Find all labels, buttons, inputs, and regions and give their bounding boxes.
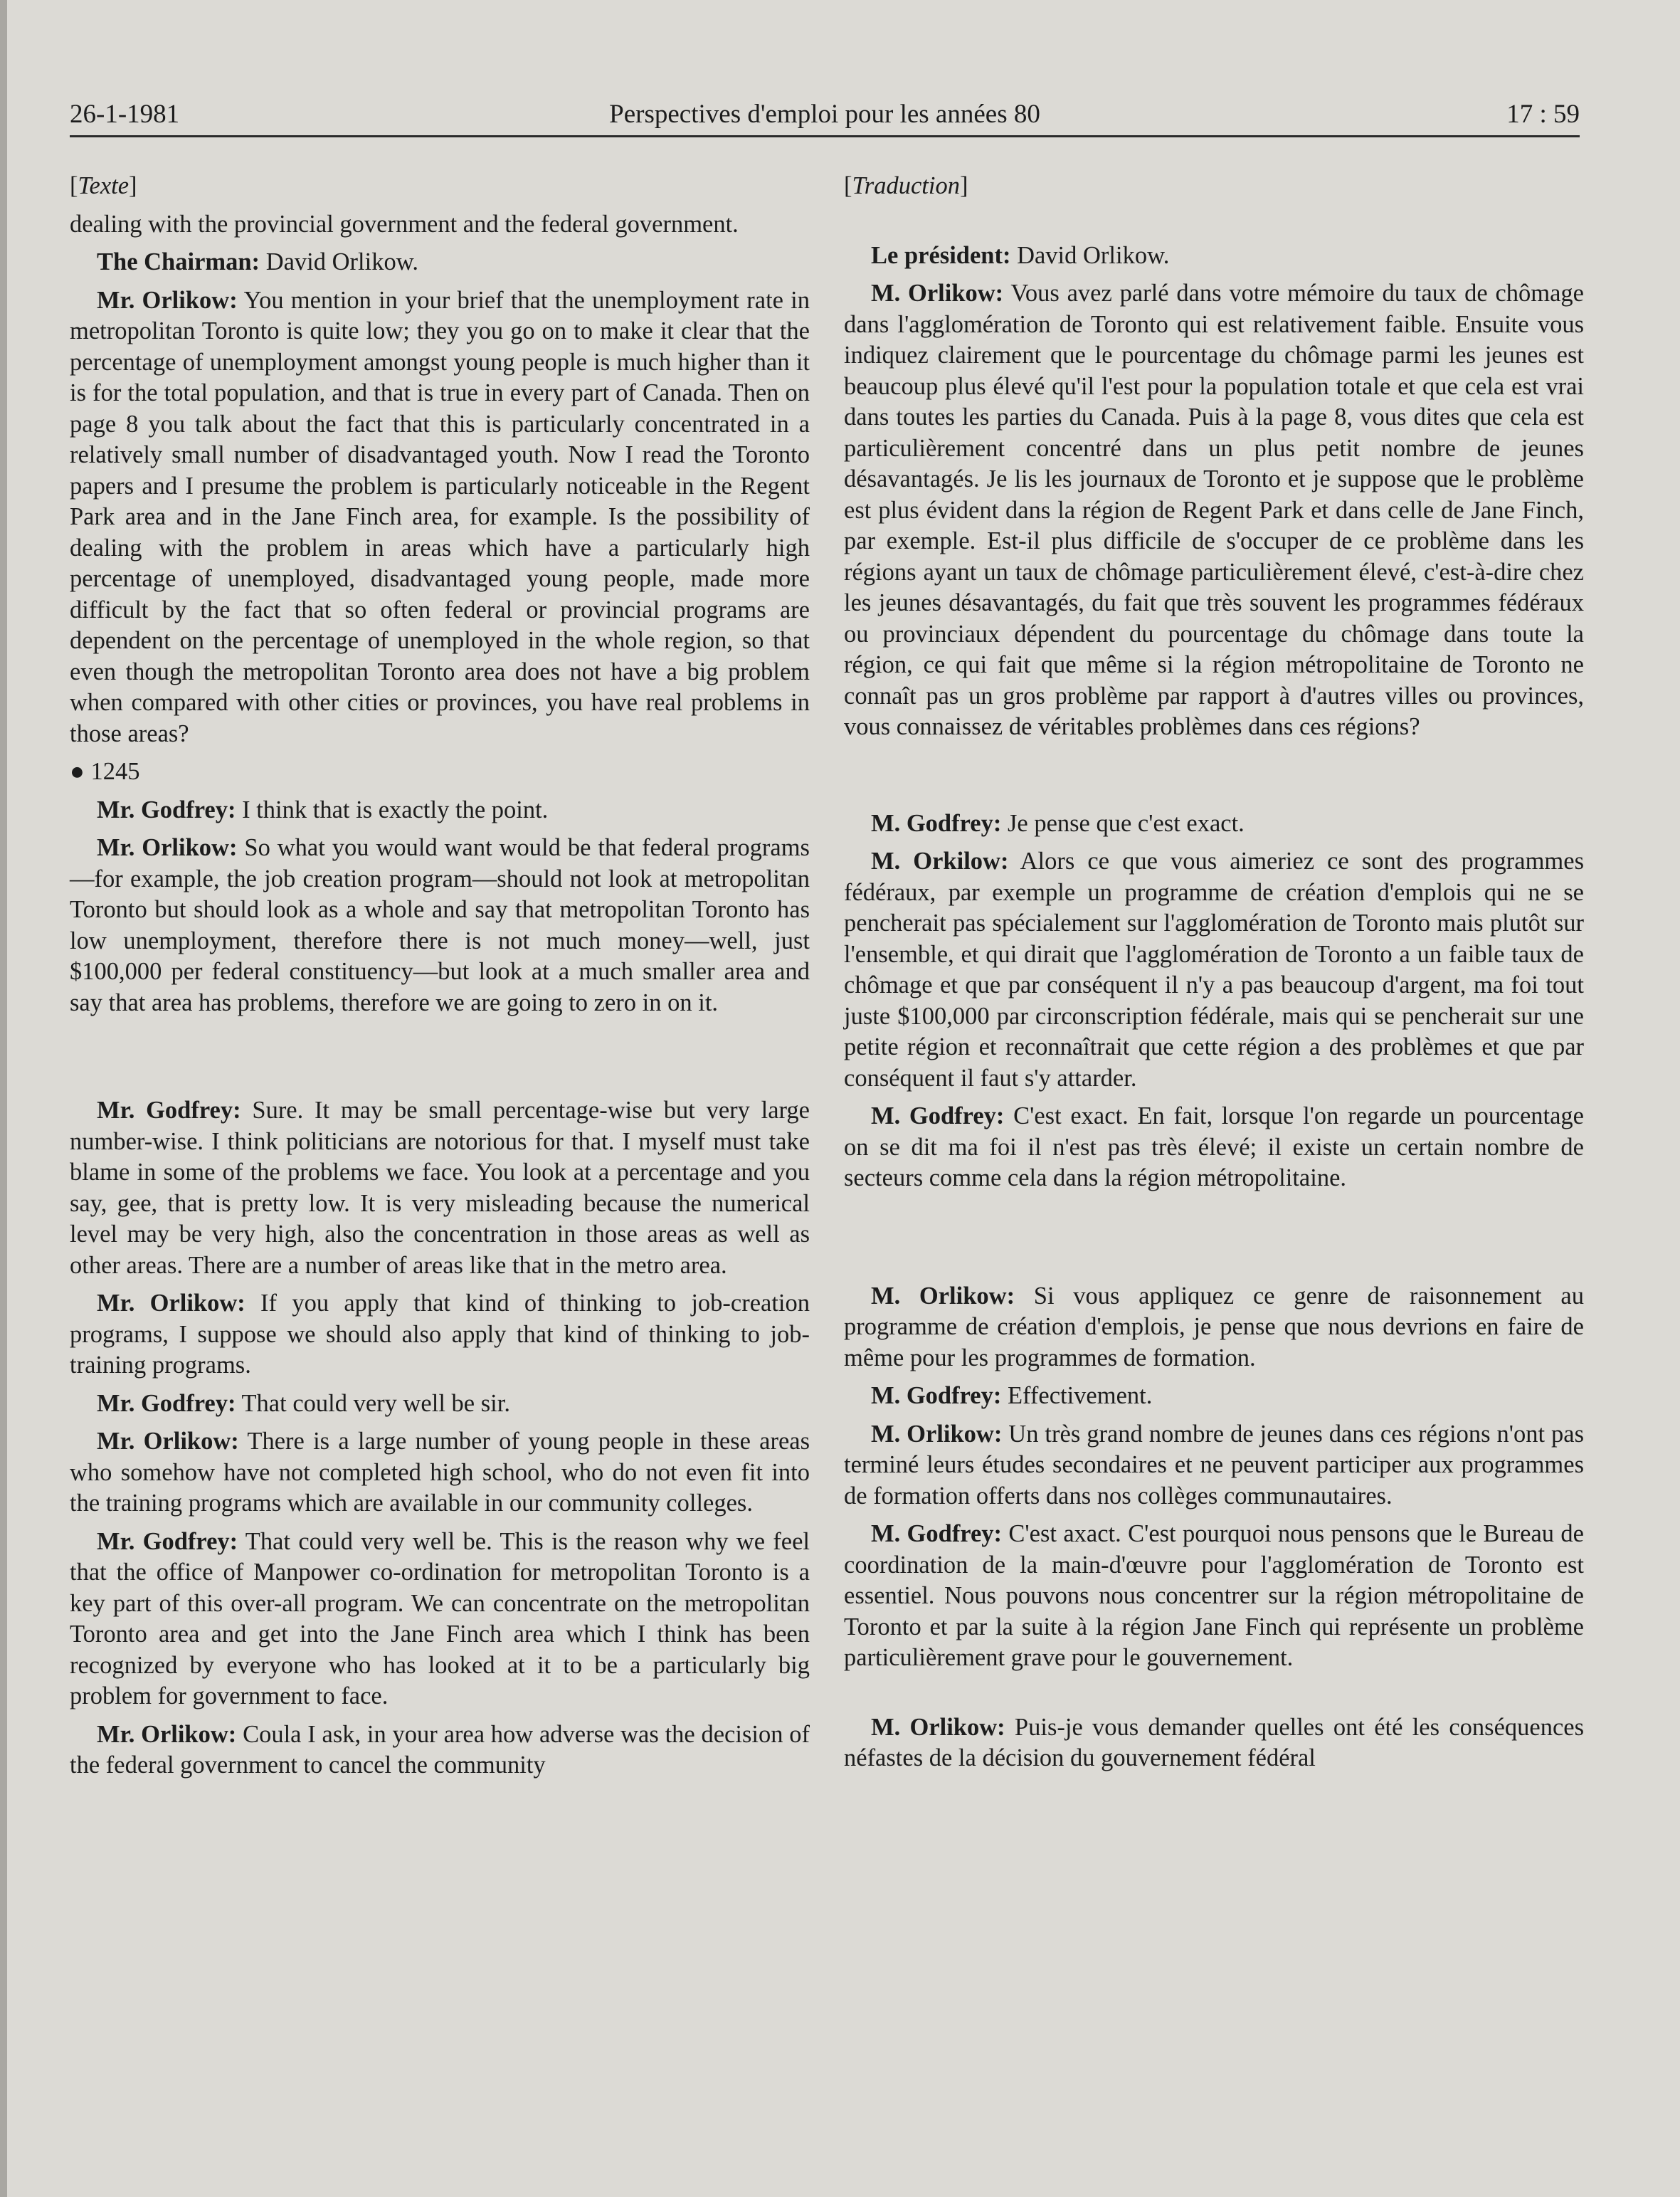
speech-text: C'est exact. En fait, lorsque l'on regarde un pourcentage on se dit ma foi il n'est pas très élevé; il existe un certain nombre de secteurs comme cela dans la région métropolitaine. [844,1102,1584,1191]
spacer [844,1681,1584,1712]
time-marker: ● 1245 [70,758,140,785]
paragraph [844,1712,1584,1774]
header-title: Perspectives d'emploi pour les années 80 [609,100,1040,129]
speech-text: If you apply that kind of thinking to job-creation programs, I suppose we should also apply that kind of thinking to job-training programs. [70,1290,810,1379]
paragraph [70,285,810,750]
speaker-name: Le président: [871,241,1011,269]
speech-text: C'est axact. C'est pourquoi nous pensons que le Bureau de coordination de la main-d'œuvre pour l'agglomération de Toronto est essentiel. Nous pouvons nous concentrer sur la région métropolitaine de Toronto et par la suite à la région Jane Finch qui représente un problème particulièrement grave pour le gouvernement. [844,1520,1584,1671]
french-column [844,171,1584,1781]
speaker-name: The Chairman: [97,248,260,275]
speaker-name: Mr. Godfrey: [97,1527,238,1555]
spacer [844,750,1584,808]
text-tag-label: Texte [78,172,130,199]
paragraph [844,241,1584,272]
speaker-name: M. Orkilow: [871,848,1009,875]
paragraph [844,1519,1584,1674]
speech-text: So what you would want would be that federal programs—for example, the job creation program—should not look at metropolitan Toronto but should look as a whole and say that metropolitan Toronto has low unemployment, therefore there is not much money—well, just $100,000 per federal constituency—but look at a much smaller area and say that area has problems, therefore we are going to zero in on it. [70,834,810,1016]
paragraph [70,1389,810,1420]
speech-text: Alors ce que vous aimeriez ce sont des programmes fédéraux, par exemple un programme de création d'emplois qui ne se pencherait pas spécialement sur l'agglomération de Toronto mais plutôt sur l'ensemble, et qui dirait que l'agglomération de Toronto a un faible taux de chômage et que par conséquent il n'y a pas beaucoup d'argent, ma foi tout juste $100,000 par circonscription fédérale, mais qui se pencherait sur une petite région et reconnaîtrait que cette région a des problèmes et que par conséquent il faut s'y attarder. [844,848,1584,1092]
speech-text: Coula I ask, in your area how adverse was the decision of the federal government to cancel the community [70,1720,810,1779]
paragraph [70,795,810,826]
translation-tag-label: Traduction [852,172,960,199]
translation-tag: [Traduction] [844,172,968,199]
speech-text: Puis-je vous demander quelles ont été les conséquences néfastes de la décision du gouvernement fédéral [844,1713,1584,1771]
paragraph [844,278,1584,743]
paragraph: dealing with the provincial government and the federal government. [70,210,739,238]
paragraph [70,833,810,1018]
speech-text: Je pense que c'est exact. [1001,809,1245,837]
speaker-name: M. Orlikow: [871,1420,1003,1448]
speaker-name: Mr. Orlikow: [97,286,238,314]
paragraph [70,1426,810,1519]
speech-text: You mention in your brief that the unemployment rate in metropolitan Toronto is quite low; they you go on to make it clear that the percentage of unemployment amongst young people is much higher than it is for the total population, and that is true in every part of Canada. Then on page 8 you talk about the fact that this is particularly concentrated in a relatively small number of disadvantaged youth. Now I read the Toronto papers and I presume the problem is particularly noticeable in the Regent Park area and in the Jane Finch area, for example. Is the possibility of dealing with the problem in areas which have a particularly high percentage of unemployed, disadvantaged young people, made more difficult by the fact that so often federal or provincial programs are dependent on the percentage of unemployed in the whole region, so that even though the metropolitan Toronto area does not have a big problem when compared with other cities or provinces, you have real problems in those areas? [70,286,810,747]
speech-text: David Orlikow. [260,248,418,275]
paragraph [844,1381,1584,1412]
running-header [70,91,1580,137]
speaker-name: M. Godfrey: [871,1520,1003,1547]
speech-text: That could very well be. This is the reason why we feel that the office of Manpower co-ordination for metropolitan Toronto is a key part of this over-all program. We can concentrate on the metropolitan Toronto area and get into the Jane Finch area which I think has been recognized by everyone who has looked at it to be a particularly big problem for government to face. [70,1527,810,1709]
speaker-name: Mr. Godfrey: [97,796,236,823]
paragraph [844,1281,1584,1374]
speaker-name: Mr. Godfrey: [97,1097,241,1124]
speaker-name: M. Godfrey: [871,809,1002,837]
speaker-name: M. Orlikow: [871,1282,1015,1310]
speech-text: I think that is exactly the point. [236,796,549,823]
speaker-name: Mr. Orlikow: [97,1720,237,1748]
speech-text: There is a large number of young people in these areas who somehow have not completed high school, who do not even fit into the training programs which are available in our community colleges. [70,1428,810,1517]
speaker-name: Mr. Orlikow: [97,1290,245,1317]
paragraph [844,1419,1584,1512]
spacer [70,1026,810,1095]
speech-text: Sure. It may be small percentage-wise but very large number-wise. I think politicians are notorious for that. I myself must take blame in some of the problems we face. You look at a percentage and you say, gee, that is pretty low. It is very misleading because the numerical level may be very high, also the concentration in those areas as well as other areas. There are a number of areas like that in the metro area. [70,1097,810,1279]
paragraph [70,1095,810,1281]
speech-text: Effectivement. [1001,1382,1153,1409]
speaker-name: M. Godfrey: [871,1382,1002,1409]
speaker-name: M. Orlikow: [871,1713,1005,1741]
paragraph [70,1527,810,1712]
text-tag: [Texte] [70,172,137,199]
header-page-number: 17 : 59 [1506,100,1580,129]
english-column [70,171,810,1788]
page-edge [0,0,7,2197]
paragraph [70,1719,810,1781]
speaker-name: Mr. Godfrey: [97,1389,236,1417]
paragraph [70,1288,810,1381]
speaker-name: M. Godfrey: [871,1102,1005,1129]
speech-text: That could very well be sir. [236,1389,510,1417]
speech-text: Si vous appliquez ce genre de raisonnement au programme de création d'emplois, je pense que nous devrions en faire de même pour les programmes de formation. [844,1282,1584,1371]
speaker-name: Mr. Orlikow: [97,834,238,861]
header-date: 26-1-1981 [70,100,180,129]
spacer [844,209,1584,241]
spacer [844,1201,1584,1281]
paragraph [70,247,810,278]
paragraph [844,808,1584,840]
speaker-name: Mr. Orlikow: [97,1428,239,1455]
speech-text: Vous avez parlé dans votre mémoire du taux de chômage dans l'agglomération de Toronto qui est relativement faible. Ensuite vous indiquez clairement que le pourcentage du chômage parmi les jeunes est beaucoup plus élevé qu'il l'est pour la population totale et que cela est vrai dans toutes les parties du Canada. Puis à la page 8, vous dites que cela est particulièrement concentré dans un plus petit nombre de jeunes désavantagés. Je lis les journaux de Toronto et je suppose que le problème est plus évident dans la région de Regent Park et dans celle de Jane Finch, par exemple. Est-il plus difficile de s'occuper de ce problème dans les régions ayant un taux de chômage particulièrement élevé, c'est-à-dire chez les jeunes désavantagés, du fait que très souvent les programmes fédéraux ou provinciaux dépendent du pourcentage du chômage dans toute la région, ce qui fait que même si la région métropolitaine de Toronto ne connaît pas un gros problème par rapport à d'autres villes ou provinces, vous connaissez de véritables problèmes dans ces régions? [844,280,1584,740]
paragraph [844,1101,1584,1194]
speech-text: Un très grand nombre de jeunes dans ces régions n'ont pas terminé leurs études secondaires et ne peuvent participer aux programmes de formation offerts dans nos collèges communautaires. [844,1420,1584,1510]
speech-text: David Orlikow. [1010,241,1170,269]
paragraph [844,846,1584,1094]
speaker-name: M. Orlikow: [871,280,1004,307]
